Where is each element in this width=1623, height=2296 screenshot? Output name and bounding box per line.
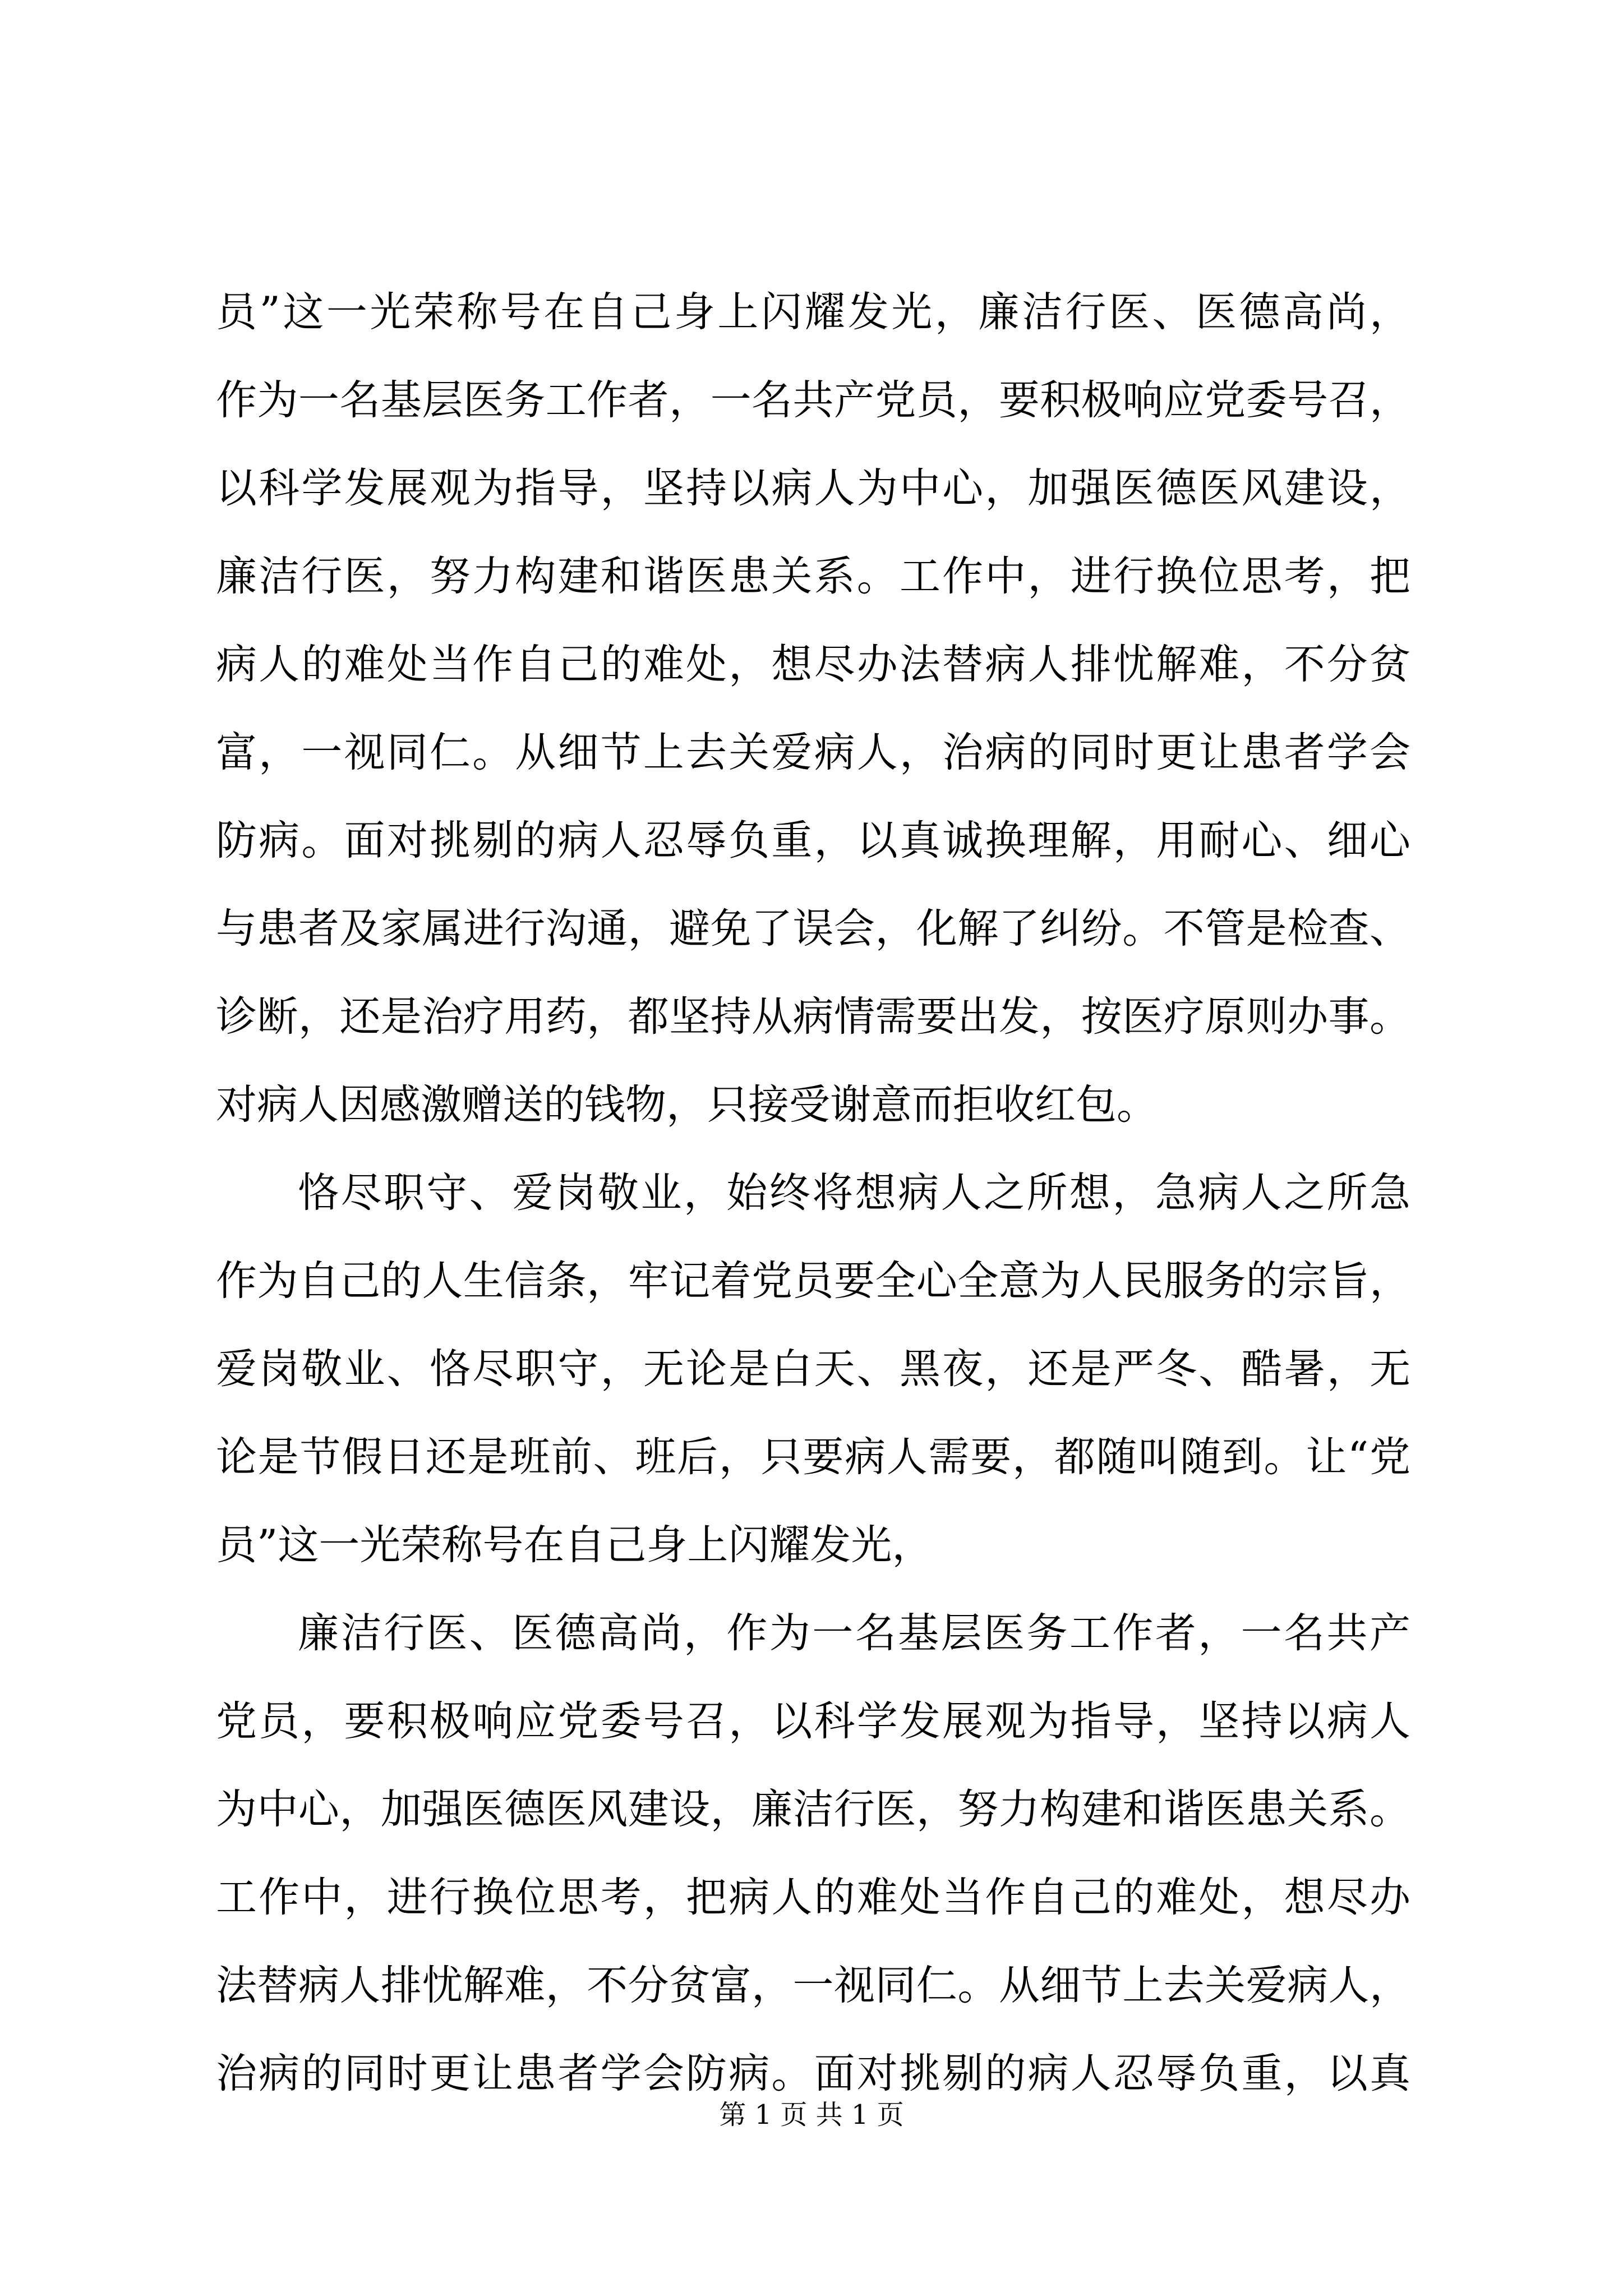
text-line-13: 爱岗敬业、恪尽职守，无论是白天、黑夜，还是严冬、酷暑，无 [216, 1345, 1410, 1393]
text-line-19: 工作中，进行换位思考，把病人的难处当作自己的难处，想尽办 [216, 1874, 1410, 1921]
text-line-9: 诊断，还是治疗用药，都坚持从病情需要出发，按医疗原则办事。 [216, 993, 1410, 1041]
text-line-20: 法替病人排忧解难，不分贫富，一视同仁。从细节上去关爱病人， [216, 1962, 1410, 2009]
text-line-7: 防病。面对挑剔的病人忍辱负重，以真诚换理解，用耐心、细心 [216, 817, 1410, 864]
text-line-3: 以科学发展观为指导，坚持以病人为中心，加强医德医风建设， [216, 464, 1410, 512]
text-line-17: 党员，要积极响应党委号召，以科学发展观为指导，坚持以病人 [216, 1697, 1410, 1745]
text-line-10: 对病人因感激赠送的钱物，只接受谢意而拒收红包。 [216, 1081, 1158, 1129]
text-line-18: 为中心，加强医德医风建设，廉洁行医，努力构建和谐医患关系。 [216, 1786, 1410, 1833]
text-line-1: 员”这一光荣称号在自己身上闪耀发光，廉洁行医、医德高尚， [216, 288, 1410, 336]
text-line-8: 与患者及家属进行沟通，避免了误会，化解了纠纷。不管是检查、 [216, 905, 1410, 953]
text-line-15: 员”这一光荣称号在自己身上闪耀发光， [216, 1521, 933, 1569]
text-line-14: 论是节假日还是班前、班后，只要病人需要，都随叫随到。让“党 [216, 1433, 1410, 1481]
page-footer: 第 1 页 共 1 页 [719, 2099, 904, 2131]
text-line-12: 作为自己的人生信条，牢记着党员要全心全意为人民服务的宗旨， [216, 1257, 1410, 1305]
text-line-5: 病人的难处当作自己的难处，想尽办法替病人排忧解难，不分贫 [216, 641, 1410, 688]
text-line-11: 恪尽职守、爱岗敬业，始终将想病人之所想，急病人之所急 [298, 1169, 1410, 1217]
text-line-6: 富，一视同仁。从细节上去关爱病人，治病的同时更让患者学会 [216, 729, 1410, 776]
text-line-2: 作为一名基层医务工作者，一名共产党员，要积极响应党委号召， [216, 376, 1410, 424]
text-line-4: 廉洁行医，努力构建和谐医患关系。工作中，进行换位思考，把 [216, 553, 1410, 600]
text-line-16: 廉洁行医、医德高尚，作为一名基层医务工作者，一名共产 [298, 1609, 1410, 1657]
text-line-21: 治病的同时更让患者学会防病。面对挑剔的病人忍辱负重，以真 [216, 2050, 1410, 2097]
document-body [216, 268, 1410, 2118]
